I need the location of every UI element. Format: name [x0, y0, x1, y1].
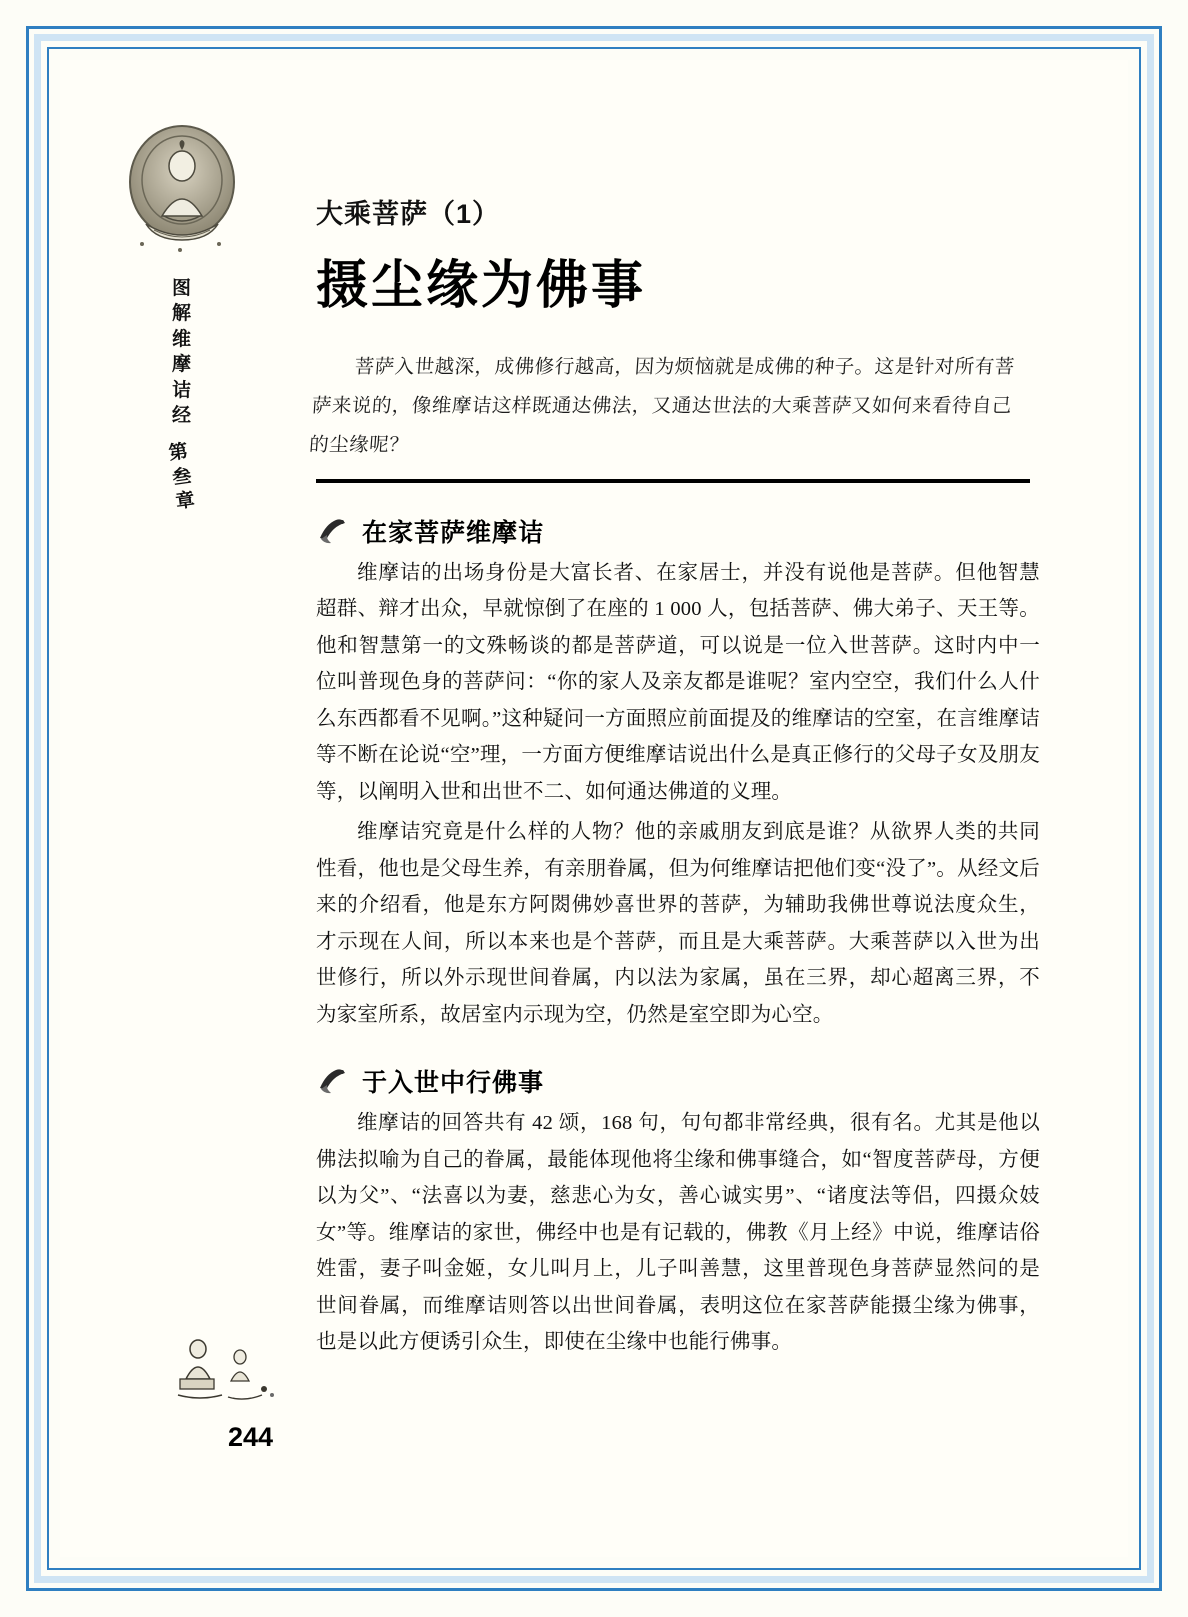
- section-2-heading: 于入世中行佛事: [362, 1069, 545, 1098]
- section-2: [316, 1063, 1040, 1360]
- sidebar-series-title: [112, 276, 252, 429]
- main-column: [308, 192, 1040, 1361]
- section-1-paragraph-2: 维摩诘究竟是什么样的人物？他的亲戚朋友到底是谁？从欲界人类的共同性看，他也是父母生养，有亲朋眷属，但为何维摩诘把他们变“没了”。从经文后来的介绍看，他是东方阿閦佛妙喜世界的菩萨，为辅助我佛世尊说法度众生，才示现在人间，所以本来也是个菩萨，而且是大乘菩萨。大乘菩萨以入世为出世修行，所以外示现世间眷属，内以法为家属，虽在三界，却心超离三界，不为家室所系，故居室内示现为空，仍然是室空即为心空。: [316, 821, 1040, 1026]
- sidebar-series-title-char: 图: [171, 278, 192, 299]
- brush-bullet-icon: [316, 516, 350, 546]
- seated-buddha-seal-icon: [114, 120, 250, 270]
- sidebar-chapter-label: [108, 431, 257, 524]
- sidebar: [112, 120, 252, 515]
- section-1-header: [316, 513, 1040, 549]
- section-1: [316, 513, 1040, 1033]
- sidebar-series-title-char: 解: [171, 303, 192, 325]
- page-title: 摄尘缘为佛事: [316, 257, 647, 315]
- section-2-paragraph-1: 维摩诘的回答共有 42 颂，168 句，句句都非常经典，很有名。尤其是他以佛法拟喻为自己的眷属，最能体现他将尘缘和佛事缝合，如“智度菩萨母，方便以为父”、“法喜以为妻，慈悲心为女，善心诚实男”、“诸度法等侣，四摄众妓女”等。维摩诘的家世，佛经中也是有记载的，佛教《月上经》中说，维摩诘俗姓雷，妻子叫金姬，女儿叫月上，儿子叫善慧，这里普现色身菩萨显然问的是世间眷属，而维摩诘则答以出世间眷属，表明这位在家菩萨能摄尘缘为佛事，也是以此方便诱引众生，即使在尘缘中也能行佛事。: [316, 1112, 1040, 1354]
- section-1-heading: 在家菩萨维摩诘: [362, 519, 545, 547]
- brush-bullet-icon: [316, 1066, 350, 1096]
- lede-paragraph: 菩萨入世越深，成佛修行越高，因为烦恼就是成佛的种子。这是针对所有菩萨来说的，像维摩诘这样既通达佛法，又通达世法的大乘菩萨又如何来看待自己的尘缘呢？: [308, 357, 1016, 456]
- header-divider: [316, 479, 1030, 483]
- section-2-header: [316, 1063, 1040, 1099]
- section-1-paragraph-1: 维摩诘的出场身份是大富长者、在家居士，并没有说他是菩萨。但他智慧超群、辩才出众，早就惊倒了在座的 1 000 人，包括菩萨、佛大弟子、天王等。他和智慧第一的文殊畅谈的都是菩萨道，可以说是一位入世菩萨。这时内中一位叫普现色身的菩萨问：“你的家人及亲友都是谁呢？室内空空，我们什么人什么东西都看不见啊。”这种疑问一方面照应前面提及的维摩诘的空室，在言维摩诘等不断在论说“空”理，一方面方便维摩诘说出什么是真正修行的父母子女及朋友等，以阐明入世和出世不二、如何通达佛道的义理。: [316, 562, 1040, 803]
- sidebar-series-title-char: 摩: [171, 354, 192, 376]
- scholars-vignette-icon: [172, 1329, 282, 1409]
- section-kicker: 大乘菩萨（1）: [316, 199, 501, 229]
- sidebar-chapter-char: 叁: [170, 465, 193, 489]
- page-number: 244: [228, 1422, 274, 1452]
- sidebar-series-title-char: 诘: [171, 379, 192, 401]
- sidebar-chapter-char: 章: [174, 489, 197, 514]
- sidebar-chapter-char: 第: [167, 440, 190, 465]
- page-content-area: [60, 60, 1128, 1557]
- sidebar-series-title-char: 经: [171, 405, 192, 427]
- sidebar-series-title-char: 维: [171, 328, 192, 350]
